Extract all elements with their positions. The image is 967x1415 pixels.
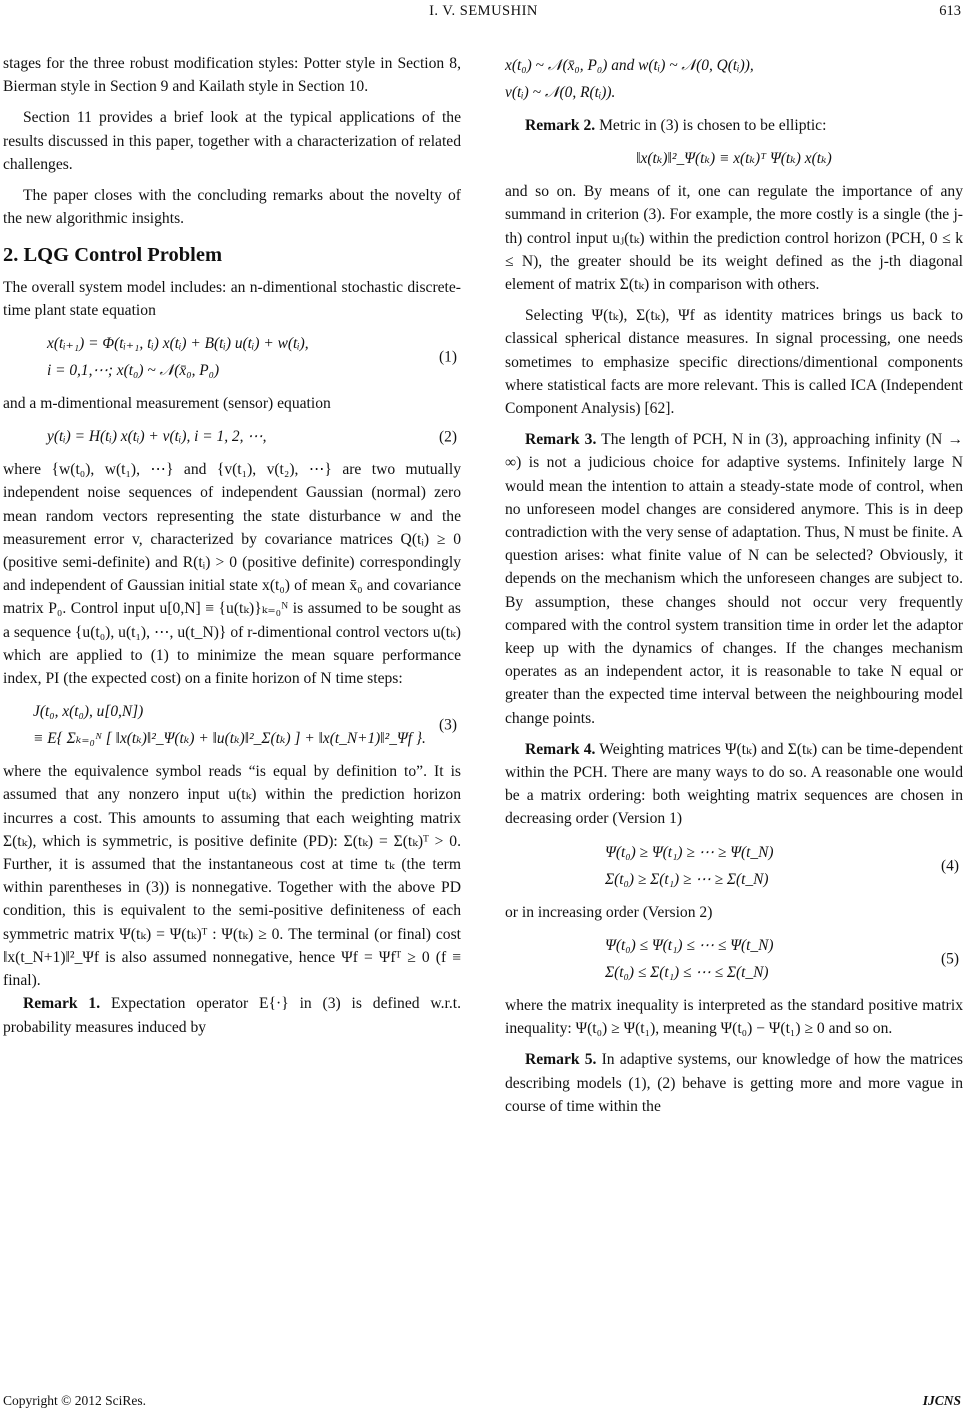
equation-number: (1) xyxy=(439,348,457,366)
paragraph: stages for the three robust modification styles: Potter style in Section 8, Bierman style in Section 9 and Kailath style in Section 10. xyxy=(3,55,461,96)
remark-text: In adaptive systems, our knowledge of how the matrices describing models (1), (2) behave is getting more and more vague in course of time within the xyxy=(505,1051,963,1115)
paragraph: Section 11 provides a brief look at the typical applications of the results discussed in this paper, together with a characterization of related challenges. xyxy=(3,109,461,173)
copyright-footer: Copyright © 2012 SciRes. xyxy=(3,1393,147,1408)
equation-line: i = 0,1,⋯; x(t₀) ~ 𝒩(x̄₀, P₀) xyxy=(47,362,220,380)
paragraph: and a m-dimentional measurement (sensor) equation xyxy=(3,395,331,413)
paragraph: where {w(t₀), w(t₁), ⋯} and {v(t₁), v(t₂), ⋯} are two mutually independent noise sequences of independent Gaussian (normal) zero mean random vectors representing the state disturbance w and the measurement error v, characterized by covariance matrices Q(tᵢ) ≥ 0 (positive semi-definite) and R(tᵢ) > 0 (positive definite) correspondingly and independent of Gaussian initial state x(t₀) of mean x̄₀ and covariance matrix P₀. Control input u[0,N] ≡ {u(tₖ)}ₖ₌₀ᴺ is assumed to be sought as a sequence {u(t₀), u(t₁), ⋯, u(t_N)} of r-dimentional control vectors u(tₖ) which are applied to (1) to minimize the mean square performance index, PI (the expected cost) on a finite horizon of N time steps: xyxy=(3,461,461,688)
equation-line: v(tᵢ) ~ 𝒩(0, R(tᵢ)). xyxy=(505,84,616,101)
remark-text: Weighting matrices Ψ(tₖ) and Σ(tₖ) can be time-dependent within the PCH. There are many ways to do so. A reasonable one would be a matrix ordering: both weighting matrix sequences are chosen in decreasing order (Version 1) xyxy=(505,740,963,828)
remark-text: Metric in (3) is chosen to be elliptic: xyxy=(595,117,827,134)
left-column xyxy=(3,52,461,1039)
probability-measures xyxy=(505,52,963,106)
journal-footer: IJCNS xyxy=(922,1393,961,1408)
remark-text: The length of PCH, N in (3), approaching infinity (N → ∞) is not a judicious choice for adaptive systems. Infinitely large N would mean the intention to attain a steady-state mode of control, when no unforeseen model changes are considered anymore. This is in deep contradiction with the very sense of adaptation. Thus, N must be finite. A question arises: what finite value of N can be selected? Obviously, it depends on the mechanism which the unforeseen changes are subject to. By assumption, these changes should not occur very frequently compared with the control system transition time in order let the adaptor keep up with the dynamics of changes. If the changes mechanism operates as an independent actor, it is reasonable to take N equal or greater than the expected time interval between the neighbouring model change points. xyxy=(505,431,963,727)
remark-5 xyxy=(505,1048,963,1118)
paragraph: and so on. By means of it, one can regulate the importance of any summand in criterion (3). For example, the more costly is a single (the j-th) control input uⱼ(tₖ) within the prediction control horizon (PCH, 0 ≤ k ≤ N), the greater should be its weight defined as the j-th diagonal element of matrix Σ(tₖ) in comparison with others. xyxy=(505,183,963,294)
equation-5 xyxy=(505,932,963,986)
section-heading: 2. LQG Control Problem xyxy=(3,244,223,267)
paragraph: Selecting Ψ(tₖ), Σ(tₖ), Ψf as identity matrices brings us back to classical spherical distance measures. In signal processing, one needs sometimes to emphasize specific directions/dimentional components where statistical facts are more relevant. This is called ICA (Independent Component Analysis) [62]. xyxy=(505,307,963,418)
remark-text: Expectation operator E{·} in (3) is defined w.r.t. probability measures induced by xyxy=(3,995,461,1036)
equation-line: ‖x(tₖ)‖²_Ψ(tₖ) ≡ x(tₖ)ᵀ Ψ(tₖ) x(tₖ) xyxy=(636,150,832,168)
remark-2 xyxy=(505,114,963,137)
right-column xyxy=(505,52,963,1118)
remark-3 xyxy=(505,428,963,730)
equation-line: J(t₀, x(t₀), u[0,N]) xyxy=(33,703,144,721)
paragraph: or in increasing order (Version 2) xyxy=(505,903,713,921)
remark-label: Remark 4. xyxy=(525,740,596,758)
equation-number: (3) xyxy=(439,716,457,734)
equation-3 xyxy=(3,698,461,752)
page-number: 613 xyxy=(939,3,961,19)
equation-number: (2) xyxy=(439,428,457,446)
remark-label: Remark 1. xyxy=(23,995,101,1013)
equation-line: x(tᵢ₊₁) = Φ(tᵢ₊₁, tᵢ) x(tᵢ) + B(tᵢ) u(tᵢ) + w(tᵢ), xyxy=(47,335,309,353)
equation-number: (4) xyxy=(941,857,959,875)
equation-line: Ψ(t₀) ≤ Ψ(t₁) ≤ ⋯ ≤ Ψ(t_N) xyxy=(605,936,774,954)
equation-line: Σ(t₀) ≤ Σ(t₁) ≤ ⋯ ≤ Σ(t_N) xyxy=(605,963,769,981)
equation-line: x(t₀) ~ 𝒩(x̄₀, P₀) and w(tᵢ) ~ 𝒩(0, Q(tᵢ)), xyxy=(505,57,754,74)
remark-1 xyxy=(3,992,461,1038)
remark-label: Remark 2. xyxy=(525,117,596,134)
equation-line: y(tᵢ) = H(tᵢ) x(tᵢ) + v(tᵢ), i = 1, 2, ⋯, xyxy=(47,428,267,446)
equation-1 xyxy=(3,330,461,384)
paragraph: where the matrix inequality is interpreted as the standard positive matrix inequality: Ψ(t₀) ≥ Ψ(t₁), meaning Ψ(t₀) − Ψ(t₁) ≥ 0 and so on. xyxy=(505,996,963,1038)
equation-2 xyxy=(3,423,461,450)
remark-label: Remark 3. xyxy=(525,431,597,449)
metric-equation xyxy=(505,145,963,172)
equation-number: (5) xyxy=(941,950,959,968)
equation-line: Σ(t₀) ≥ Σ(t₁) ≥ ⋯ ≥ Σ(t_N) xyxy=(605,870,769,888)
paragraph: The paper closes with the concluding remarks about the novelty of the new algorithmic insights. xyxy=(3,187,461,228)
running-header-author: I. V. SEMUSHIN xyxy=(429,3,538,19)
remark-4 xyxy=(505,738,963,831)
paragraph: where the equivalence symbol reads “is equal by definition to”. It is assumed that any nonzero input u(tₖ) within the prediction horizon incurres a cost. This amounts to assuming that each weighting matrix Σ(tₖ), which is symmetric, is positive definite (PD): Σ(tₖ) = Σ(tₖ)ᵀ > 0. Further, it is assumed that the instantaneous cost at time tₖ (the term within parentheses in (3)) is nonnegative. Together with the above PD condition, this is equivalent to the semi-positive definiteness of each symmetric matrix Ψ(tₖ) = Ψ(tₖ)ᵀ : Ψ(tₖ) ≥ 0. The terminal (or final) cost ‖x(t_N+1)‖²_Ψf is also assumed nonnegative, hence Ψf = Ψfᵀ ≥ 0 (f ≡ final). xyxy=(3,763,461,990)
remark-label: Remark 5. xyxy=(525,1051,597,1069)
paragraph: The overall system model includes: an n-dimentional stochastic discrete-time plant state equation xyxy=(3,278,461,319)
equation-line: ≡ E{ Σₖ₌₀ᴺ [ ‖x(tₖ)‖²_Ψ(tₖ) + ‖u(tₖ)‖²_Σ(tₖ) ] + ‖x(t_N+1)‖²_Ψf }. xyxy=(33,730,426,748)
equation-line: Ψ(t₀) ≥ Ψ(t₁) ≥ ⋯ ≥ Ψ(t_N) xyxy=(605,843,774,861)
equation-4 xyxy=(505,839,963,893)
